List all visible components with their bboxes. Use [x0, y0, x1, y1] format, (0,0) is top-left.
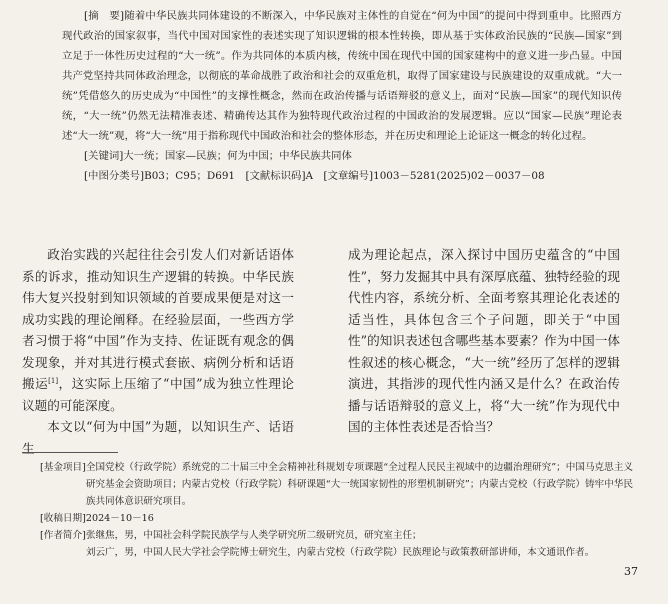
keywords-line	[62, 146, 622, 166]
fund-footnote	[40, 459, 638, 510]
body-right-column	[348, 244, 620, 438]
doc-code-value: A	[305, 170, 314, 182]
keywords-text: 大一统；国家—民族；何为中国；中华民族共同体	[123, 150, 352, 162]
article-no-value: 1003－5281(2025)02－0037－08	[373, 170, 545, 182]
body-paragraph-2: 本文以“何为中国”为题，以知识生产、话语生	[22, 419, 294, 456]
body-paragraph-continued: 成为理论起点，深入探讨中国历史蕴含的“中国性”，努力发掘其中具有深厚底蕴、独特经验的现代性内容，系统分析、全面考察其理论化表述的适当性，具体包含三个子问题，即关于“中国性”的知识表述包含哪些基本要素？作为中国一体性叙述的核心概念，“大一统”经历了怎样的逻辑演进，其指涉的现代性内涵又是什么？在政治传播与话语辩驳的意义上，将“大一统”作为现代中国的主体性表述是否恰当？	[348, 247, 620, 434]
author-line-1: 张继焦，男，中国社会科学院民族学与人类学研究所二级研究员，研究室主任；	[85, 530, 422, 541]
doc-code-label: [文献标识码]	[245, 170, 306, 182]
footnote-divider	[22, 452, 118, 453]
body-left-column	[22, 244, 294, 459]
fund-label: [基金项目]	[40, 462, 86, 473]
author-label: [作者简介]	[40, 530, 86, 541]
abstract-paragraph	[62, 6, 622, 146]
body-paragraph-1	[22, 244, 294, 416]
received-value: 2024－10－16	[85, 513, 154, 524]
received-label: [收稿日期]	[40, 513, 86, 524]
classification-line	[62, 166, 622, 186]
body-paragraph-1-tail: ，这实际上压缩了“中国”成为独立性理论议题的可能深度。	[22, 376, 294, 413]
footnotes-section	[40, 459, 638, 561]
author-footnote	[40, 527, 638, 561]
fund-text: 全国党校（行政学院）系统党的二十届三中全会精神社科规划专项课题“全过程人民民主视域中的边疆治理研究”；中国马克思主义研究基金会资助项目；内蒙古党校（行政学院）科研课题“大一统国家韧性的形塑机制研究”；内蒙古党校（行政学院）铸牢中华民族共同体意识研究项目。	[85, 462, 633, 507]
clc-value: B03；C95；D691	[144, 170, 236, 182]
keywords-label: [关键词]	[84, 150, 124, 162]
clc-label: [中图分类号]	[84, 170, 145, 182]
body-paragraph-1-text: 政治实践的兴起往往会引发人们对新话语体系的诉求，推动知识生产逻辑的转换。中华民族伟大复兴投射到知识领域的首要成果便是对这一成功实践的理论阐释。在经验层面，一些西方学者习惯于将“中国”作为支持、佐证既有观念的偶发现象，并对其进行模式套嵌、病例分析和话语搬运	[22, 247, 294, 391]
citation-mark: [1]	[48, 376, 59, 385]
article-no-label: [文章编号]	[323, 170, 374, 182]
received-footnote	[40, 510, 638, 527]
abstract-label: [摘 要]	[84, 10, 125, 22]
page-number: 37	[624, 565, 638, 578]
author-line-2: 刘云广，男，中国人民大学社会学院博士研究生，内蒙古党校（行政学院）民族理论与政策教研部讲师，本文通讯作者。	[85, 547, 595, 558]
abstract-text: 随着中华民族共同体建设的不断深入，中华民族对主体性的自觉在“何为中国”的提问中得到重申。比照西方现代政治的国家叙事，当代中国对国家性的表述实现了知识逻辑的根本性转换，即从基于实体政治民族的“民族—国家”到立足于一体性历史过程的“大一统”。作为共同体的本质内核，传统中国在现代中国的国家建构中的意义进一步凸显。中国共产党坚持共同体政治理念，以彻底的革命战胜了政治和社会的双重危机，取得了国家建设与民族建设的双重成就。“大一统”凭借悠久的历史成为“中国性”的支撑性概念，然而在政治传播与话语辩驳的意义上，面对“民族—国家”的现代知识传统，“大一统”仍然无法精准表述、精确传达其作为独特现代政治过程的中国政治的发展逻辑。应以“国家—民族”理论表述“大一统”观，将“大一统”用于指称现代中国政治和社会的整体形态，并在历史和理论上论证这一概念的转化过程。	[62, 10, 622, 142]
abstract-section	[62, 6, 622, 186]
author-info	[86, 527, 638, 561]
